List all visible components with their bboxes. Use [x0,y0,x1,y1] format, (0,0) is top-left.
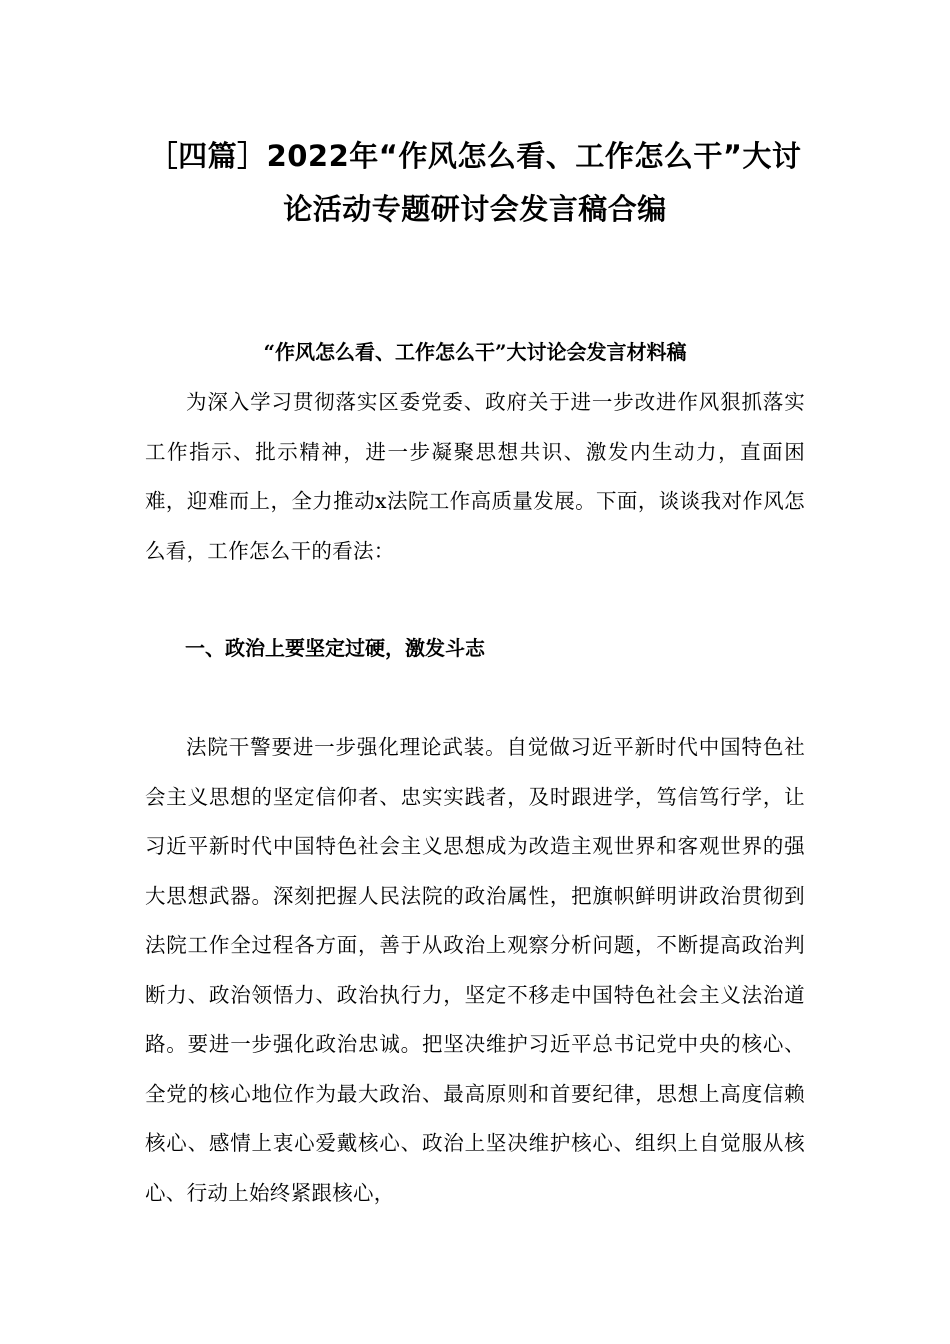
heading-politics: 一、政治上要坚定过硬，激发斗志 [185,636,485,660]
document-title-line-1: ［四篇］2022年“作风怎么看、工作怎么干”大讨 [148,139,802,173]
document-title-line-2: 论活动专题研讨会发言稿合编 [283,192,667,226]
intro-paragraph: 为深入学习贯彻落实区委党委、政府关于进一步改进作风狠抓落实工作指示、批示精神，进一步凝聚思想共识、激发内生动力，直面困难，迎难而上，全力推动x法院工作高质量发展。下面，谈谈我对作风怎么看，工作怎么干的看法： [145,390,805,563]
section-title: “作风怎么看、工作怎么干”大讨论会发言材料稿 [263,340,687,364]
body-paragraph: 法院干警要进一步强化理论武装。自觉做习近平新时代中国特色社会主义思想的坚定信仰者、忠实实践者，及时跟进学，笃信笃行学，让习近平新时代中国特色社会主义思想成为改造主观世界和客观世界的强大思想武器。深刻把握人民法院的政治属性，把旗帜鲜明讲政治贯彻到法院工作全过程各方面，善于从政治上观察分析问题，不断提高政治判断力、政治领悟力、政治执行力，坚定不移走中国特色社会主义法治道路。要进一步强化政治忠诚。把坚决维护习近平总书记党中央的核心、全党的核心地位作为最大政治、最高原则和首要纪律，思想上高度信赖核心、感情上衷心爱戴核心、政治上坚决维护核心、组织上自觉服从核心、行动上始终紧跟核心， [145,735,805,1205]
